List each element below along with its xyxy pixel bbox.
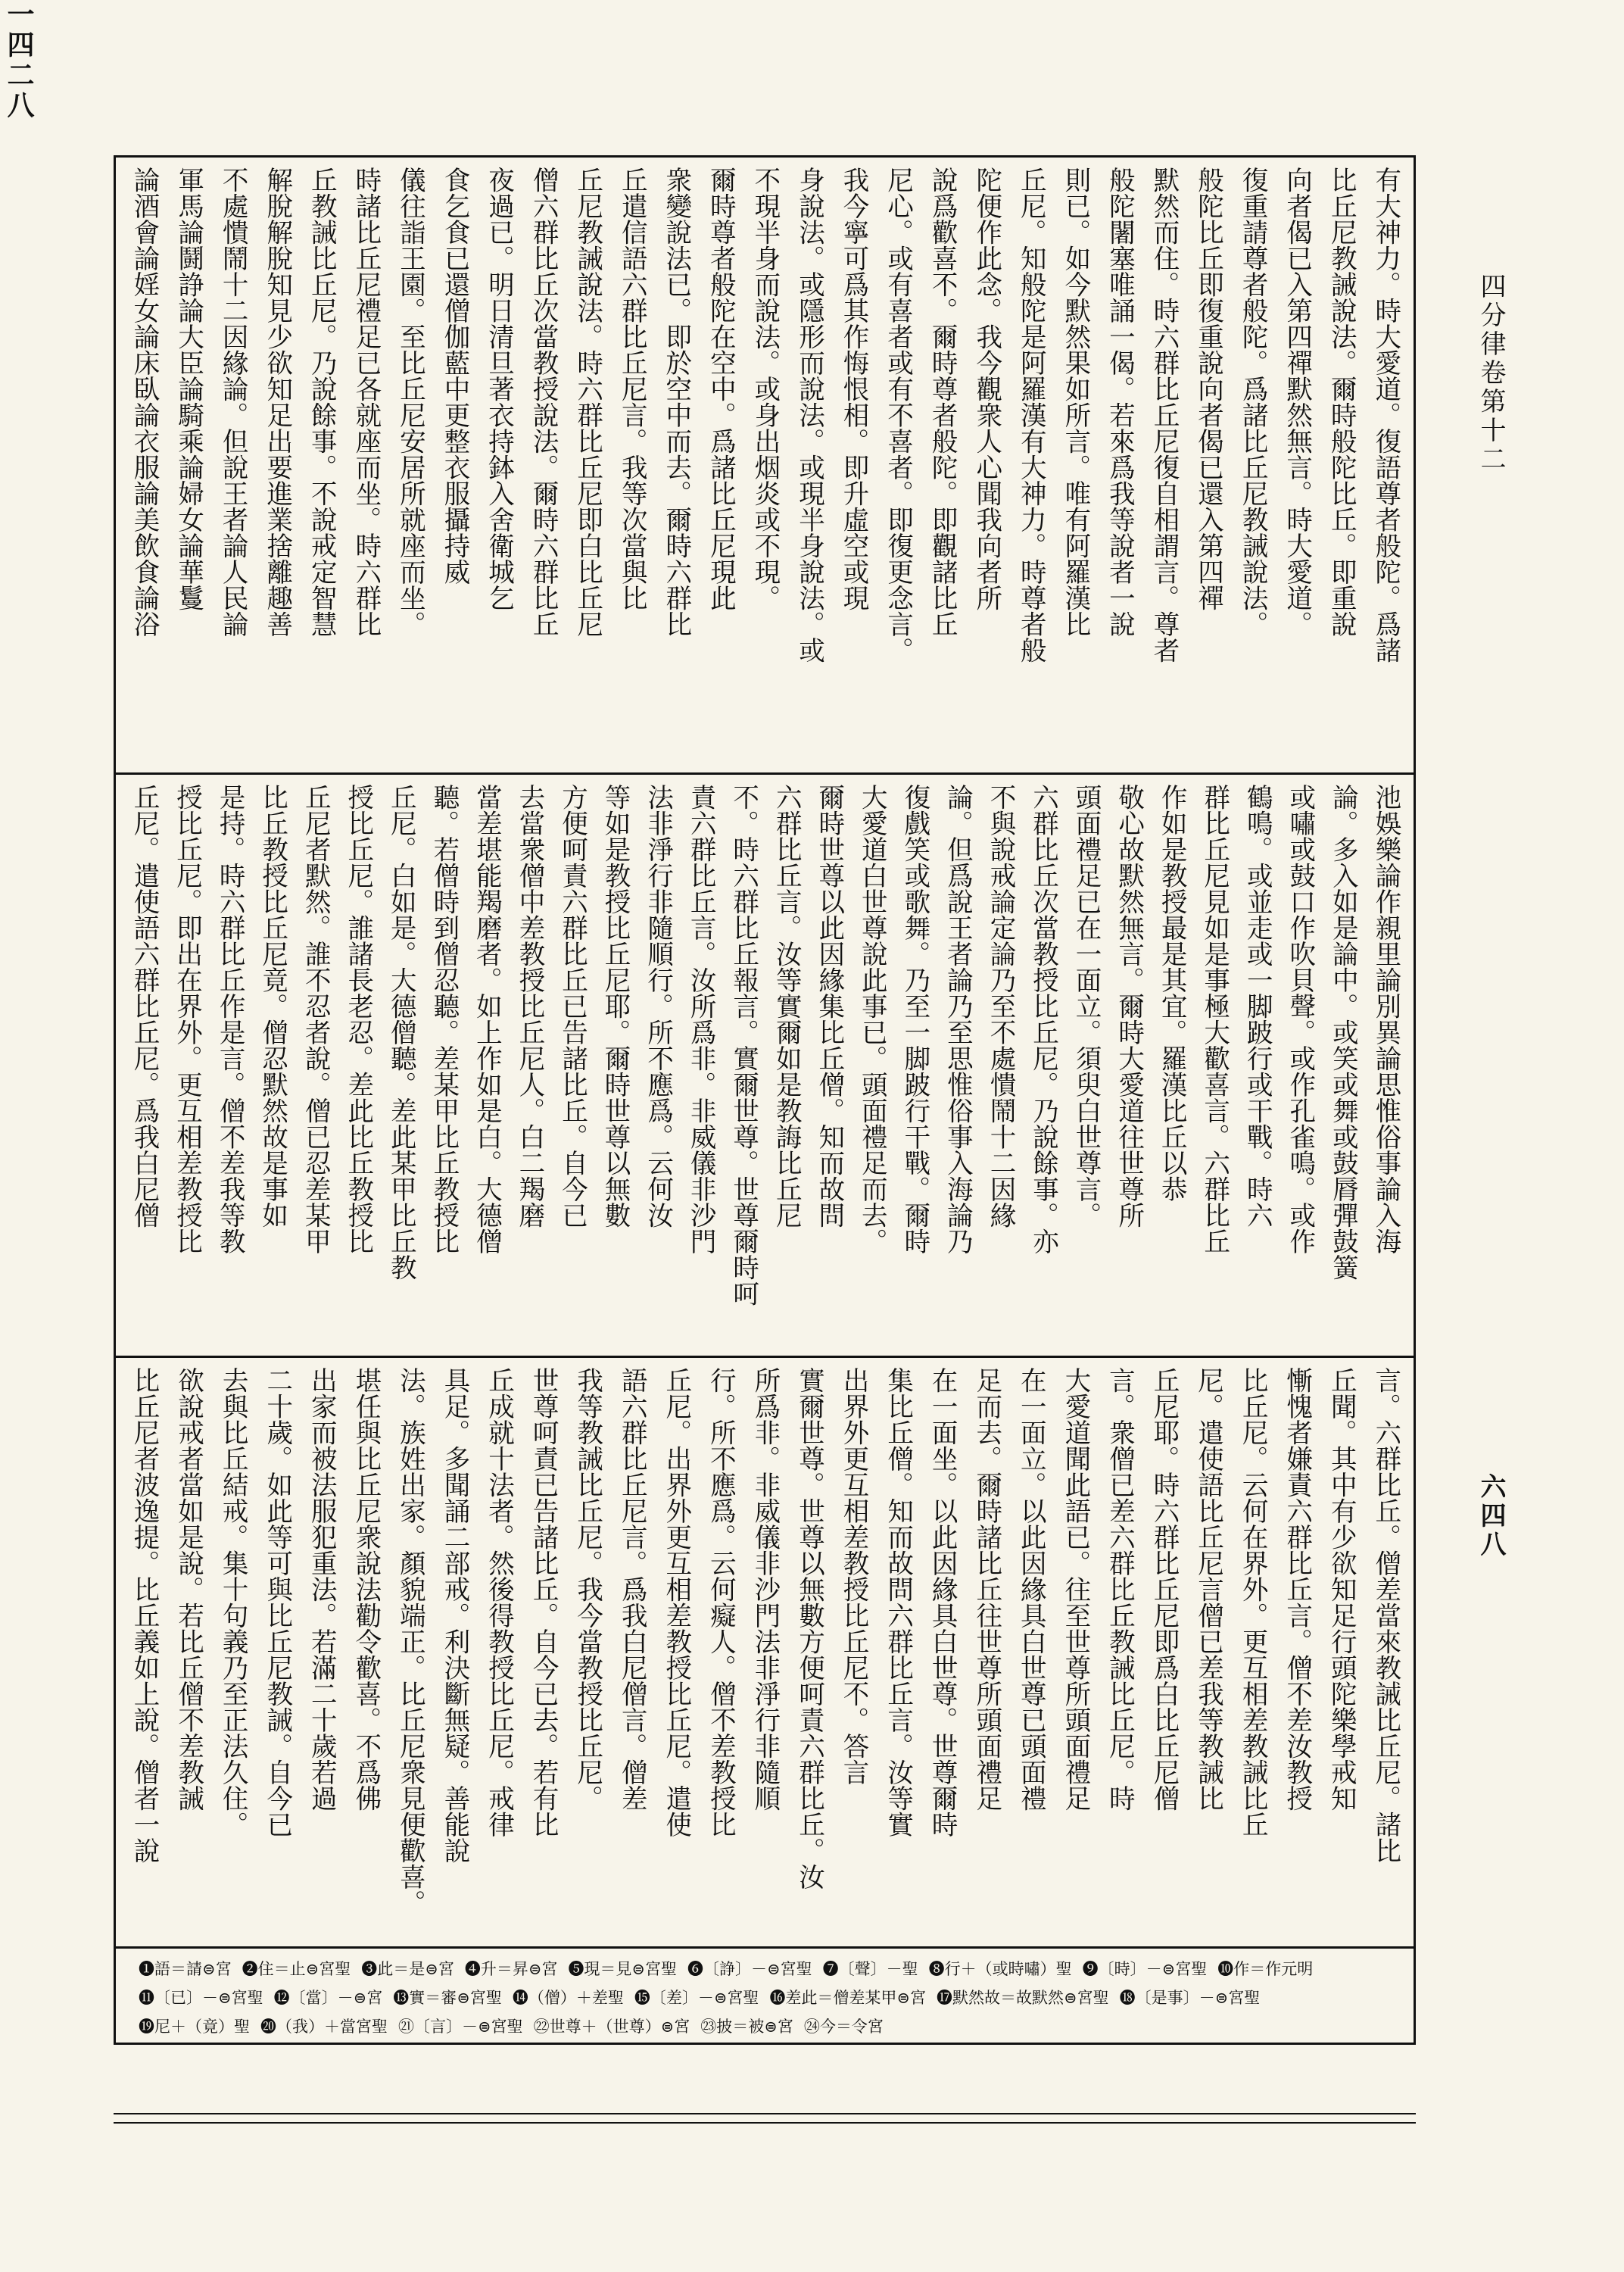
text-column: 默然而住。時六群比丘尼復自相謂言。尊者	[1148, 167, 1179, 663]
footnote-entry: ❻〔諍〕－⊜宮聖	[687, 1960, 812, 1978]
text-column: 丘尼。白如是。大德僧聽。差此某甲比丘教	[385, 784, 416, 1281]
text-column: 丘尼。出界外更互相差教授比丘尼。遣使	[660, 1367, 691, 1837]
text-column: 法。族姓出家。顏貌端正。比丘尼衆見便歡喜。	[394, 1367, 425, 1916]
text-column: 丘成就十法者。然後得教授比丘尼。戒律	[483, 1367, 514, 1837]
footnote-entry: ⓱默然故＝故默然⊜宮聖	[937, 1989, 1109, 2007]
text-column: 在一面立。以此因緣具白世尊已頭面禮	[1015, 1367, 1046, 1812]
footnote-entry: ㉒世尊＋（世尊）⊜宮	[533, 2018, 690, 2036]
text-column: 具足。多聞誦二部戒。利決斷無疑。善能說	[438, 1367, 469, 1864]
text-column: 語六群比丘尼言。爲我白尼僧言。僧差	[616, 1367, 647, 1812]
text-column: 在一面坐。以此因緣具白世尊。世尊爾時	[927, 1367, 958, 1837]
text-column: 比丘尼教誡說法。爾時般陀比丘。即重說	[1326, 167, 1357, 637]
text-column: 則已。如今默然果如所言。唯有阿羅漢比	[1059, 167, 1090, 637]
footnote-entry: ❽行＋（或時嘯）聖	[928, 1960, 1072, 1978]
text-column: 尼。遣使語比丘尼言僧已差我等教誡比	[1192, 1367, 1223, 1812]
text-column: 尼心。或有喜者或有不喜者。即復更念言。	[882, 167, 913, 663]
text-column: 大愛道白世尊說此事已。頭面禮足而去。	[856, 784, 887, 1254]
text-column: 出界外更互相差教授比丘尼不。答言	[838, 1367, 868, 1785]
footnote-entry: ❺現＝見⊜宮聖	[568, 1960, 678, 1978]
footnote-entry: ❸此＝是⊜宮	[361, 1960, 454, 1978]
text-column: 丘尼。遣使語六群比丘尼。爲我白尼僧	[129, 784, 159, 1228]
text-column: 爾時尊者般陀在空中。爲諸比丘尼現此	[705, 167, 736, 611]
text-column: 堪任與比丘尼衆說法勸令歡喜。不爲佛	[350, 1367, 381, 1812]
text-column: 僧六群比丘次當教授說法。爾時六群比丘	[528, 167, 559, 637]
footnote-entry: ㉓披＝被⊜宮	[700, 2018, 793, 2036]
text-column: 去當衆僧中差教授比丘尼人。白二羯磨	[513, 784, 544, 1228]
footnote-entry: ❼〔聲〕－聖	[822, 1960, 918, 1978]
text-column: 爾時世尊以此因緣集比丘僧。知而故問	[813, 784, 844, 1228]
footnote-entry: ❿作＝作元明	[1217, 1960, 1314, 1978]
text-column: 二十歲。如此等可與比丘尼教誡。自今已	[261, 1367, 292, 1837]
text-column: 向者偈已入第四禪默然無言。時大愛道。	[1281, 167, 1312, 637]
footnote-entry: ⓬〔當〕－⊜宮	[273, 1989, 383, 2007]
text-column: 衆變說法已。即於空中而去。爾時六群比	[660, 167, 691, 637]
text-column: 食乞食已還僧伽藍中更整衣服攝持威	[438, 167, 469, 585]
footnote-entry: ⓭實＝審⊜宮聖	[393, 1989, 502, 2007]
text-column: 當差堪能羯磨者。如上作如是白。大德僧	[471, 784, 502, 1254]
text-column: 責六群比丘言。汝所爲非。非威儀非沙門	[685, 784, 716, 1254]
footnote-entry: ⓮（僧）＋差聖	[512, 1989, 624, 2007]
text-column: 復戲笑或歌舞。乃至一脚跛行干戰。爾時	[899, 784, 930, 1254]
text-column: 丘教誡比丘尼。乃說餘事。不說戒定智慧	[306, 167, 337, 637]
text-column: 有大神力。時大愛道。復語尊者般陀。爲諸	[1370, 167, 1401, 663]
text-column: 說爲歡喜不。爾時尊者般陀。即觀諸比丘	[927, 167, 958, 637]
text-column: 所爲非。非威儀非沙門法非淨行非隨順	[749, 1367, 780, 1812]
text-column: 作如是教授最是其宜。羅漢比丘以恭	[1156, 784, 1187, 1202]
text-column: 大愛道聞此語已。往至世尊所頭面禮足	[1059, 1367, 1090, 1812]
page-number-top-text: 一四二八	[3, 0, 35, 121]
text-column: 集比丘僧。知而故問六群比丘言。汝等實	[882, 1367, 913, 1837]
bottom-rule	[114, 2113, 1416, 2114]
text-column: 六群比丘次當教授比丘尼。乃說餘事。亦	[1027, 784, 1058, 1254]
text-column: 六群比丘言。汝等實爾如是教誨比丘尼	[771, 784, 802, 1228]
text-column: 不與說戒論定論乃至不處憒鬧十二因緣	[984, 784, 1015, 1228]
text-column: 丘聞。其中有少欲知足行頭陀樂學戒知	[1326, 1367, 1357, 1812]
footnote-entry: ❷住＝止⊜宮聖	[242, 1960, 351, 1978]
text-column: 身說法。或隱形而說法。或現半身說法。或	[793, 167, 824, 663]
footnote-entry: ㉑〔言〕－⊜宮聖	[398, 2018, 523, 2036]
text-column: 不處憒鬧十二因緣論。但說王者論人民論	[217, 167, 248, 637]
text-column: 復重請尊者般陀。爲諸比丘尼教誡說法。	[1237, 167, 1268, 637]
text-column: 我等教誡比丘尼。我今當教授比丘尼。	[572, 1367, 603, 1812]
text-band-2	[116, 775, 1414, 1358]
text-frame	[114, 155, 1416, 2045]
text-column: 比丘教授比丘尼竟。僧忍默然故是事如	[257, 784, 288, 1228]
band-2-columns	[129, 784, 1401, 1347]
text-column: 夜過已。明日清旦著衣持鉢入舍衛城乞	[483, 167, 514, 611]
footnote-entry: ⓴（我）＋當宮聖	[260, 2018, 388, 2036]
text-column: 軍馬論鬪諍論大臣論騎乘論婦女論華鬘	[173, 167, 204, 611]
footnotes-band	[116, 1949, 1414, 2047]
text-column: 慚愧者嫌責六群比丘言。僧不差汝教授	[1281, 1367, 1312, 1812]
text-column: 足而去。爾時諸比丘往世尊所頭面禮足	[971, 1367, 1002, 1812]
text-column: 方便呵責六群比丘已告諸比丘。自今已	[556, 784, 588, 1228]
text-column: 法非淨行非隨順行。所不應爲。云何汝	[642, 784, 673, 1228]
text-column: 聽。若僧時到僧忍聽。差某甲比丘教授比	[428, 784, 459, 1254]
text-column: 時諸比丘尼禮足已各就座而坐。時六群比	[350, 167, 381, 637]
footnote-entry: ❶語＝請⊜宮	[139, 1960, 232, 1978]
footnote-entry: ⓳尼＋（竟）聖	[139, 2018, 250, 2036]
text-column: 頭面禮足已在一面立。須臾白世尊言。	[1071, 784, 1102, 1228]
text-column: 陀便作此念。我今觀衆人心聞我向者所	[971, 167, 1002, 611]
footnote-entry: ⓯〔差〕－⊜宮聖	[634, 1989, 759, 2007]
page-number-side: 六四八	[1476, 1473, 1506, 1559]
text-column: 去與比丘結戒。集十句義乃至正法久住。	[217, 1367, 248, 1837]
footnote-entry: ⓰差此＝僧差某甲⊜宮	[769, 1989, 927, 2007]
text-column: 池娛樂論作親里論別異論思惟俗事論入海	[1370, 784, 1401, 1254]
text-column: 或嘯或鼓口作吹貝聲。或作孔雀鳴。或作	[1284, 784, 1315, 1254]
text-column: 丘尼教誡說法。時六群比丘尼即白比丘尼	[572, 167, 603, 637]
text-column: 世尊呵責已告諸比丘。自今已去。若有比	[528, 1367, 559, 1837]
footnote-entry: ⓲〔是事〕－⊜宮聖	[1119, 1989, 1261, 2007]
text-column: 授比丘尼。誰諸長老忍。差此比丘教授比	[342, 784, 373, 1254]
text-column: 言。六群比丘。僧差當來教誡比丘尼。諸比	[1370, 1367, 1401, 1864]
text-column: 是持。時六群比丘作是言。僧不差我等教	[214, 784, 245, 1254]
text-column: 丘遣信語六群比丘尼言。我等次當與比	[616, 167, 647, 611]
text-column: 我今寧可爲其作悔恨相。即升虛空或現	[838, 167, 868, 611]
text-column: 比丘尼者波逸提。比丘義如上說。僧者一說	[129, 1367, 159, 1864]
text-column: 欲說戒者當如是說。若比丘僧不差教誡	[173, 1367, 204, 1812]
page-number-top	[0, 0, 39, 121]
band-3-columns	[129, 1367, 1401, 1937]
text-column: 敬心故默然無言。爾時大愛道往世尊所	[1113, 784, 1144, 1228]
text-column: 言。衆僧已差六群比丘教誡比丘尼。時	[1104, 1367, 1135, 1812]
text-column: 丘尼者默然。誰不忍者說。僧已忍差某甲	[300, 784, 331, 1254]
text-band-3	[116, 1358, 1414, 1949]
text-column: 等如是教授比丘尼耶。爾時世尊以無數	[600, 784, 631, 1228]
text-column: 論酒會論婬女論床臥論衣服論美飲食論浴	[129, 167, 159, 637]
band-1-columns	[129, 167, 1401, 763]
text-column: 解脫解脫知見少欲知足出要進業捨離趣善	[261, 167, 292, 637]
text-column: 不。時六群比丘報言。實爾世尊。世尊爾時呵	[728, 784, 759, 1306]
text-column: 儀往詣王園。至比丘尼安居所就座而坐。	[394, 167, 425, 637]
footnotes	[139, 1955, 1391, 2041]
text-column: 鶴鳴。或並走或一脚跛行或干戰。時六	[1242, 784, 1273, 1228]
text-column: 行。所不應爲。云何癡人。僧不差教授比	[705, 1367, 736, 1837]
footnote-entry: ❹升＝昇⊜宮	[464, 1960, 558, 1978]
text-column: 群比丘尼見如是事極大歡喜言。六群比丘	[1199, 784, 1230, 1254]
text-column: 論。但爲說王者論乃至思惟俗事入海論乃	[942, 784, 973, 1254]
text-column: 論。多入如是論中。或笑或舞或鼓脣彈鼓簧	[1327, 784, 1358, 1281]
text-column: 般陀闍塞唯誦一偈。若來爲我等說者一說	[1104, 167, 1135, 637]
book-title: 四分律卷第十二	[1476, 273, 1506, 474]
text-column: 丘尼耶。時六群比丘尼即爲白比丘尼僧	[1148, 1367, 1179, 1812]
text-column: 比丘尼。云何在界外。更互相差教誡比丘	[1237, 1367, 1268, 1837]
footnote-entry: ㉔今＝令宮	[803, 2018, 884, 2036]
text-column: 不現半身而說法。或身出烟炎或不現。	[749, 167, 780, 611]
text-column: 實爾世尊。世尊以無數方便呵責六群比丘。汝	[793, 1367, 824, 1890]
bottom-rule-double	[114, 2122, 1416, 2124]
text-column: 丘尼。知般陀是阿羅漢有大神力。時尊者般	[1015, 167, 1046, 663]
text-column: 出家而被法服犯重法。若滿二十歲若過	[306, 1367, 337, 1812]
text-column: 般陀比丘即復重說向者偈已還入第四禪	[1192, 167, 1223, 611]
text-band-1	[116, 158, 1414, 775]
text-column: 授比丘尼。即出在界外。更互相差教授比	[171, 784, 202, 1254]
footnote-entry: ❾〔時〕－⊜宮聖	[1082, 1960, 1208, 1978]
footnote-entry: ⓫〔已〕－⊜宮聖	[139, 1989, 263, 2007]
